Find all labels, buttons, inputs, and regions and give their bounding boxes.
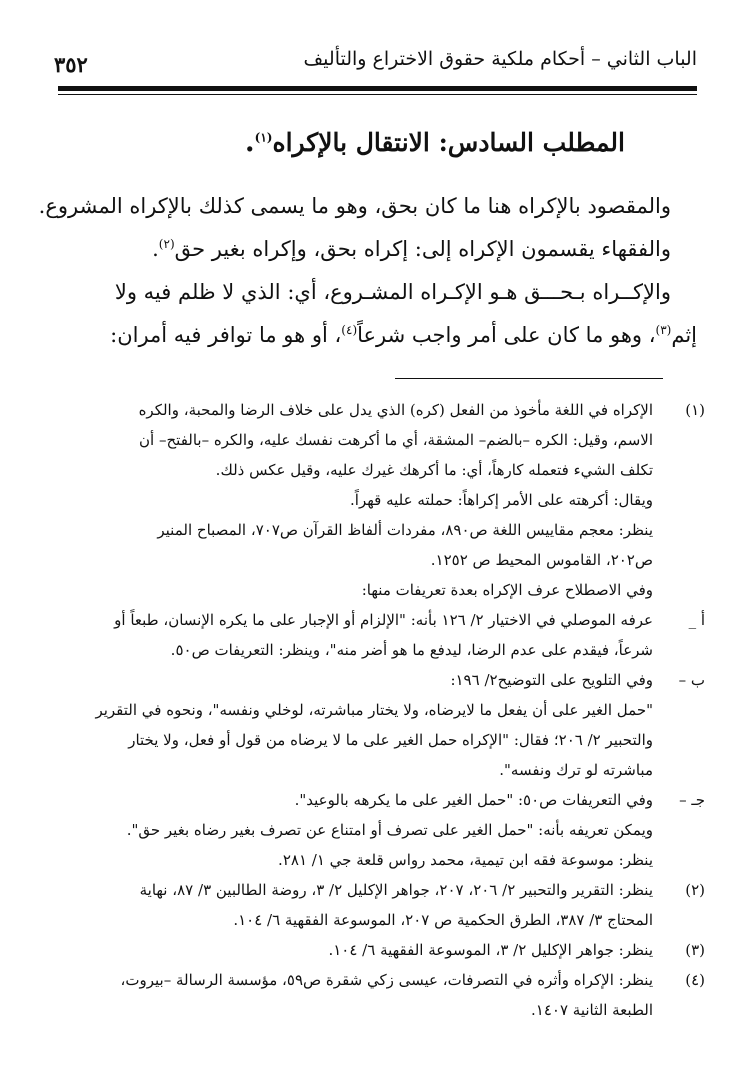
footnote-ref-3: (٣)	[655, 323, 672, 337]
footnote-text: وفي التعريفات ص٥٠: "حمل الغير على ما يكرهه بالوعيد".	[294, 791, 653, 809]
paragraph-3-text-c: ، أو هو ما توافر فيه أمران:	[110, 323, 342, 347]
footnote-text: ينظر: معجم مقاييس اللغة ص٨٩٠، مفردات ألفاظ القرآن ص٧٠٧، المصباح المنير	[157, 521, 653, 539]
page-header	[48, 46, 697, 82]
footnote-text: ويقال: أكرهته على الأمر إكراهاً: حملته عليه قهراً.	[350, 491, 653, 509]
footnote-text: عرفه الموصلي في الاختيار ٢/ ١٢٦ بأنه: "الإلزام أو الإجبار على ما يكره الإنسان، طبعاً أو	[114, 611, 653, 629]
footnote-2-line	[35, 875, 705, 905]
footnote-1-line	[35, 455, 705, 485]
definition-b-line	[35, 695, 705, 725]
header-rule-thin	[58, 94, 697, 95]
footnote-separator	[395, 378, 663, 379]
definition-b-line	[35, 725, 705, 755]
definition-a-line	[35, 605, 705, 635]
footnote-1-line	[35, 575, 705, 605]
definition-b-line	[35, 755, 705, 785]
footnote-1-line	[35, 485, 705, 515]
footnote-3-line	[35, 935, 705, 965]
footnote-ref-1: (١)	[254, 130, 273, 145]
definition-c-line	[35, 845, 705, 875]
footnote-4-line	[35, 995, 705, 1025]
heading-period: .	[244, 125, 255, 158]
footnote-ref-4: (٤)	[341, 323, 358, 337]
running-title: الباب الثاني – أحكام ملكية حقوق الاختراع والتأليف	[303, 48, 697, 70]
paragraph-3-line-1: والإكــراه بـحـــق هـو الإكـراه المشـروع، أي: الذي لا ظلم فيه ولا	[114, 280, 671, 304]
footnote-text: المحتاج ٣/ ٣٨٧، الطرق الحكمية ص ٢٠٧، الموسوعة الفقهية ٦/ ١٠٤.	[233, 911, 653, 929]
footnote-1-line	[35, 395, 705, 425]
definition-c-label: جـ –	[679, 791, 705, 809]
footnote-2-number: (٢)	[685, 881, 705, 899]
definition-a-label: أ _	[688, 611, 705, 629]
footnote-2-line	[35, 905, 705, 935]
body-text	[38, 185, 697, 357]
footnote-text: الاسم، وقيل: الكره –بالضم– المشقة، أي ما أكرهت نفسك عليه، والكره –بالفتح– أن	[139, 431, 653, 449]
footnote-text: مباشرته لو ترك ونفسه".	[499, 761, 653, 779]
footnote-text: شرعاً، فيقدم على عدم الرضا، ليدفع ما هو أضر منه"، وينظر: التعريفات ص٥٠.	[170, 641, 653, 659]
footnote-text: الطبعة الثانية ١٤٠٧.	[531, 1001, 653, 1019]
footnote-text: ينظر: التقرير والتحبير ٢/ ٢٠٦، ٢٠٧، جواهر الإكليل ٢/ ٣، روضة الطالبين ٣/ ٨٧، نهاية	[139, 881, 653, 899]
header-rule-thick	[58, 86, 697, 91]
paragraph-3-line-2	[47, 314, 697, 357]
footnote-1-number: (١)	[685, 401, 705, 419]
footnote-1-line	[35, 425, 705, 455]
footnote-4-line	[35, 965, 705, 995]
footnote-3-number: (٣)	[685, 941, 705, 959]
definition-b-label: ب –	[678, 671, 705, 689]
footnote-text: ينظر: موسوعة فقه ابن تيمية، محمد رواس قلعة جي ١/ ٢٨١.	[278, 851, 653, 869]
footnote-text: "حمل الغير على أن يفعل ما لايرضاه، ولا يختار مباشرته، لوخلي ونفسه"، ونحوه في التقرير	[95, 701, 653, 719]
section-heading	[65, 125, 625, 158]
paragraph-2-text: والفقهاء يقسمون الإكراه إلى: إكراه بحق، وإكراه بغير حق	[174, 237, 671, 261]
definition-c-line	[35, 785, 705, 815]
footnote-text: ينظر: جواهر الإكليل ٢/ ٣، الموسوعة الفقهية ٦/ ١٠٤.	[328, 941, 653, 959]
paragraph-2-end: .	[152, 237, 159, 261]
section-heading-text: المطلب السادس: الانتقال بالإكراه	[272, 128, 625, 157]
definition-b-line	[35, 665, 705, 695]
paragraph-3-text-a: إثم	[671, 323, 697, 347]
footnote-text: وفي التلويح على التوضيح٢/ ١٩٦:	[450, 671, 653, 689]
footnote-text: تكلف الشيء فتعمله كارهاً، أي: ما أكرهك غيرك عليه، وقيل عكس ذلك.	[215, 461, 653, 479]
footnote-text: ويمكن تعريفه بأنه: "حمل الغير على تصرف أو امتناع عن تصرف بغير رضاه بغير حق".	[126, 821, 653, 839]
page-number: ٣٥٢	[54, 52, 88, 77]
footnote-text: ص٢٠٢، القاموس المحيط ص ١٢٥٢.	[430, 551, 653, 569]
footnote-4-number: (٤)	[685, 971, 705, 989]
footnote-1-line	[35, 545, 705, 575]
definition-a-line	[35, 635, 705, 665]
definition-c-line	[35, 815, 705, 845]
footnote-text: الإكراه في اللغة مأخوذ من الفعل (كره) الذي يدل على خلاف الرضا والمحبة، والكره	[138, 401, 653, 419]
footnote-text: ينظر: الإكراه وأثره في التصرفات، عيسى زكي شقرة ص٥٩، مؤسسة الرسالة –بيروت،	[120, 971, 653, 989]
paragraph-3-text-b: ، وهو ما كان على أمر واجب شرعاً	[357, 323, 656, 347]
paragraph-2	[47, 228, 697, 271]
footnote-text: والتحبير ٢/ ٢٠٦؛ فقال: "الإكراه حمل الغير على ما لا يرضاه من قول أو فعل، ولا يختار	[128, 731, 653, 749]
footnotes	[35, 395, 705, 1025]
paragraph-1: والمقصود بالإكراه هنا ما كان بحق، وهو ما يسمى كذلك بالإكراه المشروع.	[38, 194, 671, 218]
footnote-text: وفي الاصطلاح عرف الإكراه بعدة تعريفات منها:	[361, 581, 653, 599]
footnote-ref-2: (٢)	[158, 237, 175, 251]
footnote-1-line	[35, 515, 705, 545]
